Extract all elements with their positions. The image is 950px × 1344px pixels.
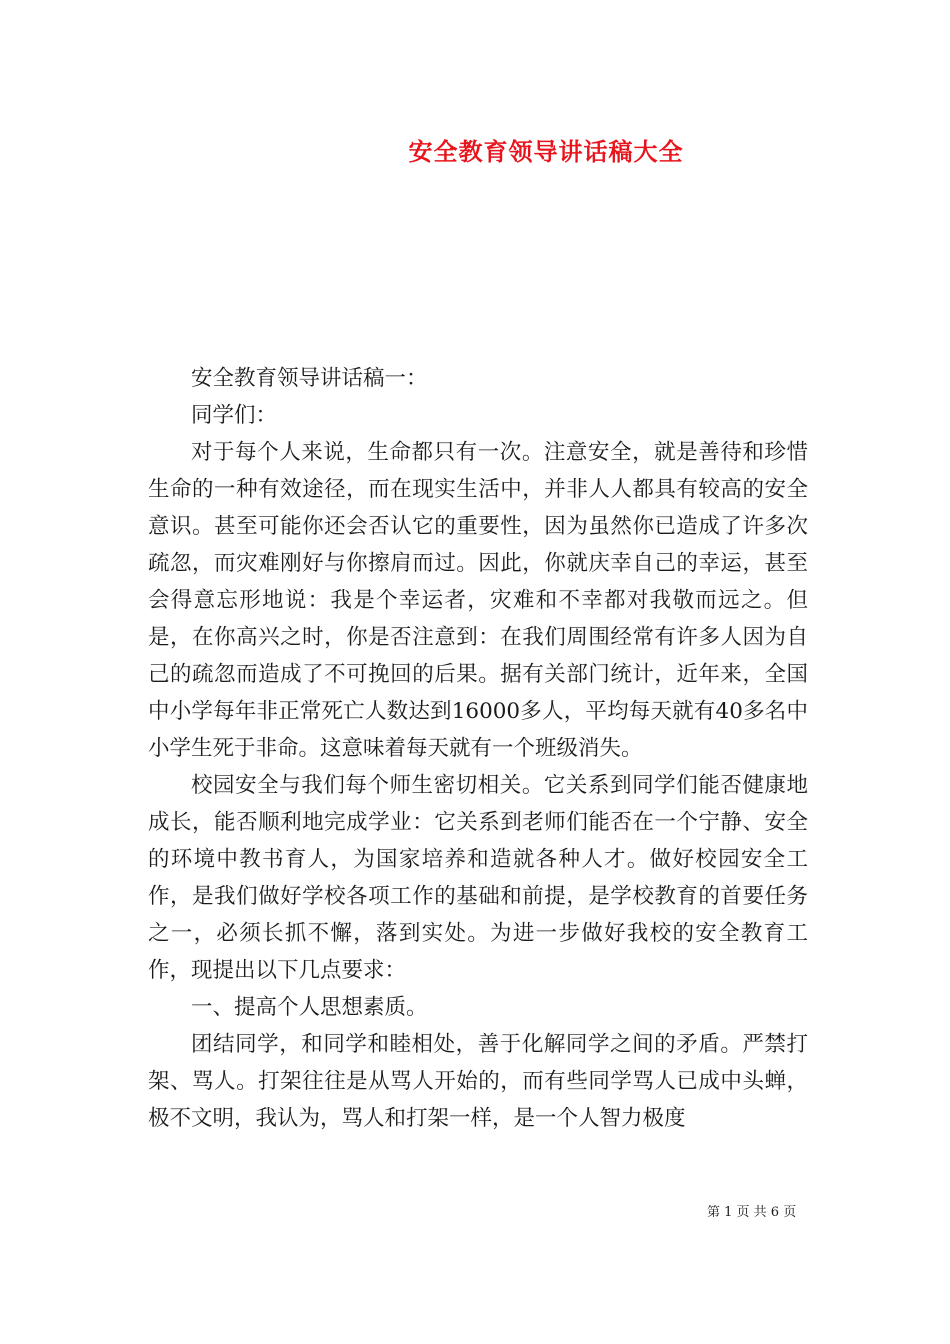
paragraph-body: 团结同学，和同学和睦相处，善于化解同学之间的矛盾。严禁打架、骂人。打架往往是从骂人开始的，而有些同学骂人已成中头蝉，极不文明，我认为，骂人和打架一样，是一个人智力极度 (148, 1032, 808, 1131)
document-title: 安全教育领导讲话稿大全 (408, 138, 684, 166)
paragraph-body: 校园安全与我们每个师生密切相关。它关系到同学们能否健康地成长，能否顺利地完成学业：它关系到老师们能否在一个宁静、安全的环境中教书育人，为国家培养和造就各种人才。做好校园安全工作，是我们做好学校各项工作的基础和前提，是学校教育的首要任务之一，必须长抓不懈，落到实处。为进一步做好我校的安全教育工作，现提出以下几点要求： (148, 773, 808, 983)
paragraph-body: 对于每个人来说，生命都只有一次。注意安全，就是善待和珍惜生命的一种有效途径，而在现实生活中，并非人人都具有较高的安全意识。甚至可能你还会否认它的重要性，因为虽然你已造成了许多次疏忽，而灾难刚好与你擦肩而过。因此，你就庆幸自己的幸运，甚至会得意忘形地说：我是个幸运者，灾难和不幸都对我敬而远之。但是，在你高兴之时，你是否注意到：在我们周围经常有许多人因为自己的疏忽而造成了不可挽回的后果。据有关部门统计，近年来，全国中小学每年非正常死亡人数达到16000多人，平均每天就有40多名中小学生死于非命。这意味着每天就有一个班级消失。 (148, 440, 808, 761)
document-body (148, 360, 808, 1137)
page-number-footer: 第 1 页 共 6 页 (707, 1205, 797, 1220)
paragraph-section-heading: 一、提高个人思想素质。 (191, 995, 428, 1020)
paragraph-heading: 安全教育领导讲话稿一： (191, 366, 428, 391)
paragraph-salutation: 同学们： (191, 403, 278, 428)
